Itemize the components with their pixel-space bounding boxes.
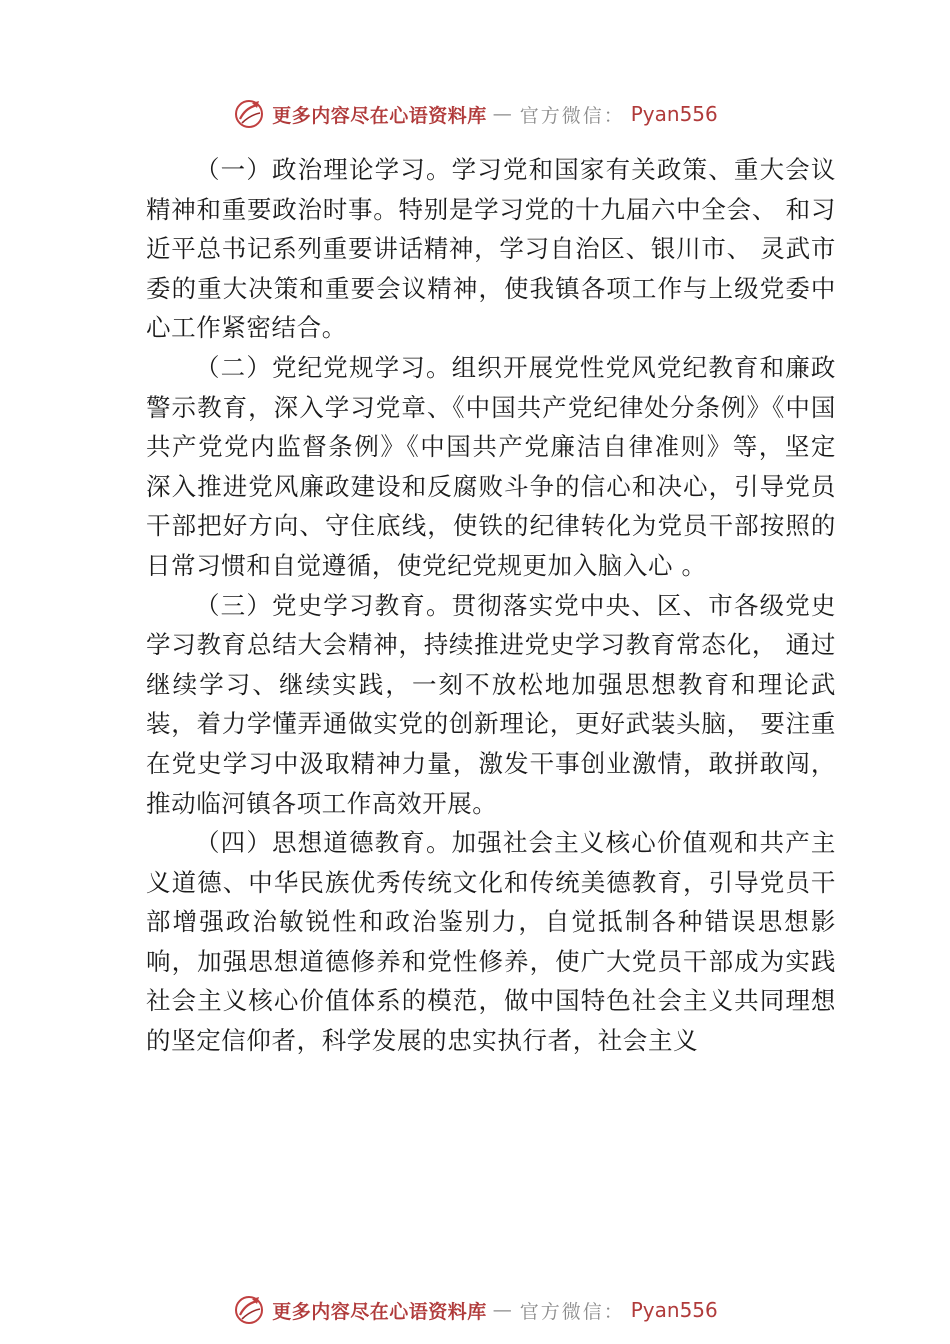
- pen-swirl-logo-icon: [232, 97, 266, 131]
- watermark-dash: —: [492, 103, 514, 125]
- watermark-label: 官方微信：: [519, 104, 625, 127]
- watermark-wechat-id: Pyan556: [630, 1298, 718, 1322]
- paragraph-moral-education: （四）思想道德教育。加强社会主义核心价值观和共产主义道德、中华民族优秀传统文化和传统美德教育，引导党员干部增强政治敏锐性和政治鉴别力，自觉抵制各种错误思想影响，加强思想道德修养和党性修养，使广大党员干部成为实践社会主义核心价值体系的模范，做中国特色社会主义共同理想的坚定信仰者，科学发展的忠实执行者，社会主义: [146, 828, 836, 1056]
- watermark-dash: —: [492, 1299, 514, 1321]
- footer-watermark: [0, 1290, 950, 1330]
- paragraph-party-history: （三）党史学习教育。贯彻落实党中央、区、市各级党史学习教育总结大会精神，持续推进党史学习教育常态化， 通过继续学习、继续实践，一刻不放松地加强思想教育和理论武装，着力学懂弄通做实党的创新理论，更好武装头脑， 要注重在党史学习中汲取精神力量，激发干事创业激情，敢拼敢闯，推动临河镇各项工作高效开展。: [146, 590, 836, 818]
- pen-swirl-logo-icon: [232, 1293, 266, 1327]
- paragraph-political-theory: （一）政治理论学习。学习党和国家有关政策、重大会议精神和重要政治时事。特别是学习党的十九届六中全会、 和习近平总书记系列重要讲话精神，学习自治区、银川市、 灵武市委的重大决策和重要会议精神，使我镇各项工作与上级党委中心工作紧密结合。: [146, 155, 836, 343]
- watermark-wechat-id: Pyan556: [630, 102, 718, 126]
- watermark-label: 官方微信：: [519, 1300, 625, 1323]
- watermark-main-text: 更多内容尽在心语资料库: [272, 1300, 487, 1323]
- header-watermark: [0, 94, 950, 134]
- document-body: [146, 150, 836, 1061]
- watermark-main-text: 更多内容尽在心语资料库: [272, 104, 487, 127]
- paragraph-party-discipline: （二）党纪党规学习。组织开展党性党风党纪教育和廉政警示教育，深入学习党章、《中国共产党纪律处分条例》《中国共产党党内监督条例》《中国共产党廉洁自律准则》等，坚定深入推进党风廉政建设和反腐败斗争的信心和决心，引导党员干部把好方向、守住底线，使铁的纪律转化为党员干部按照的日常习惯和自觉遵循，使党纪党规更加入脑入心 。: [146, 352, 836, 580]
